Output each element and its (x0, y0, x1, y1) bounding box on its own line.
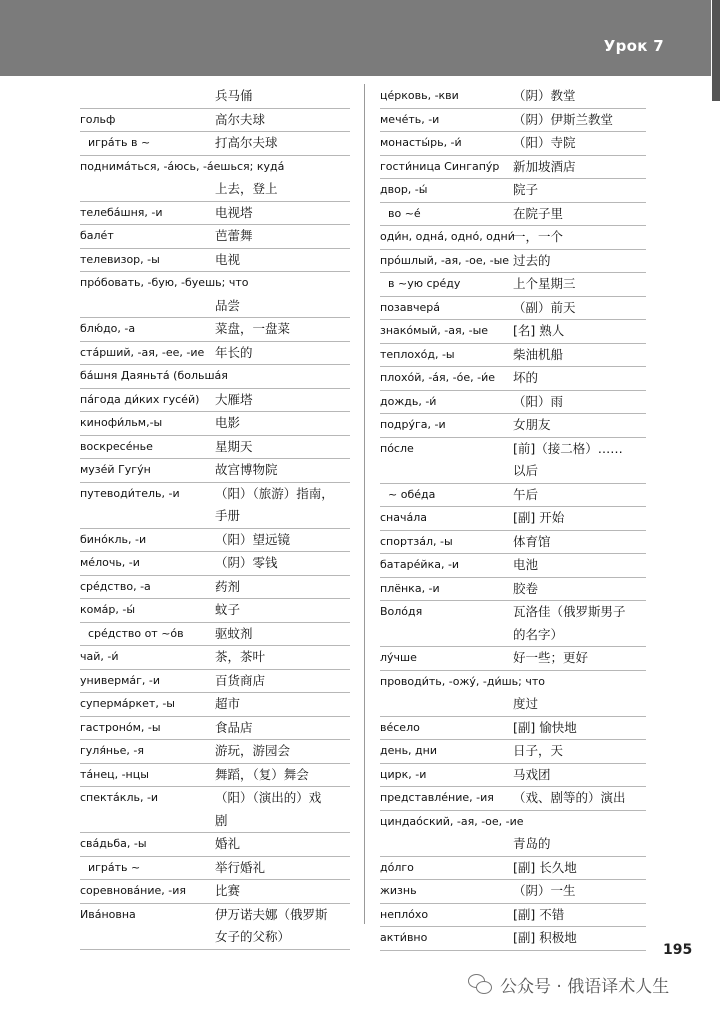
vocab-entry (380, 250, 646, 274)
russian-word: циндаóский, -ая, -ое, -ие (380, 814, 524, 828)
vocab-entry (80, 880, 350, 904)
chinese-meaning-line: （阳）望远镜 (215, 531, 291, 547)
vocabulary-column-left (80, 85, 350, 950)
vocab-entry (380, 179, 646, 203)
chinese-meaning-line: [副] 愉快地 (513, 719, 577, 735)
vocab-entry (80, 365, 350, 389)
chinese-meaning-line: 超市 (215, 696, 241, 711)
vocab-entry (380, 764, 646, 788)
russian-word: комáр, -ы́ (80, 603, 136, 616)
vocab-entry (380, 554, 646, 578)
chinese-meaning-line: 年长的 (215, 344, 253, 360)
chinese-meaning-line: 上去，登上 (215, 181, 278, 196)
russian-word: Ивáновна (80, 907, 136, 921)
vocab-entry (80, 599, 350, 623)
chinese-meaning-line: 电视 (215, 251, 241, 267)
chinese-meaning-line: （阳）（演出的）戏 (215, 790, 322, 805)
chinese-meaning-line: （阳）（旅游）指南， (215, 485, 334, 501)
russian-word: соревновáние, -ия (80, 884, 186, 897)
russian-word: игрáть в ~ (88, 136, 151, 149)
russian-word: прóбовать, -бую, -буешь; что (80, 276, 249, 289)
vocab-entry (80, 412, 350, 436)
vocab-entry (80, 904, 350, 950)
vocab-entry (380, 156, 646, 180)
vocab-entry (380, 904, 646, 928)
chinese-meaning-line: 胶卷 (513, 580, 539, 596)
chinese-meaning-line: （戏、剧等的）演出 (513, 790, 626, 805)
vocab-entry (80, 646, 350, 670)
vocab-entry (380, 226, 646, 250)
chinese-meaning-line: 星期天 (215, 438, 253, 454)
chinese-meaning-line: [副] 积极地 (513, 930, 577, 945)
chinese-meaning-line: 院子 (513, 182, 539, 197)
vocabulary-column-right (380, 85, 646, 951)
vocab-entry (80, 833, 350, 857)
vocab-entry (380, 320, 646, 344)
russian-word: путеводи́тель, -и (80, 486, 180, 500)
chinese-meaning-line: 瓦洛佳（俄罗斯男子 (513, 604, 626, 619)
russian-word: в ~ую срéду (388, 277, 461, 290)
vocab-entry (80, 459, 350, 483)
chinese-meaning-line: 大雁塔 (215, 391, 253, 407)
chinese-meaning-line: 坏的 (513, 370, 539, 385)
chinese-meaning-line: 好一些；更好 (513, 650, 589, 665)
vocab-entry (80, 740, 350, 764)
vocab-entry (80, 249, 350, 273)
chinese-meaning-line: 芭蕾舞 (215, 228, 253, 243)
russian-word: пóсле (380, 441, 414, 455)
russian-word: стáрший, -ая, -ее, -ие (80, 345, 205, 359)
vocab-entry (80, 623, 350, 647)
chinese-meaning-line: 电视塔 (215, 204, 253, 220)
vocab-entry (80, 670, 350, 694)
chinese-meaning-line: 电池 (513, 557, 539, 572)
chinese-meaning-line: 青岛的 (513, 836, 551, 851)
vocab-entry (380, 740, 646, 764)
vocab-entry (80, 717, 350, 741)
chinese-meaning-line: （阴）教堂 (513, 88, 576, 103)
chinese-meaning-line: 女朋友 (513, 417, 551, 432)
vocab-entry (380, 531, 646, 555)
russian-word: срéдство от ~óв (88, 626, 184, 640)
vocab-entry (80, 225, 350, 249)
chinese-meaning-line: 食品店 (215, 719, 253, 735)
vocab-entry (80, 318, 350, 342)
russian-word: дождь, -и́ (380, 394, 437, 408)
chinese-meaning-line: 蚊子 (215, 602, 241, 617)
russian-word: знакóмый, -ая, -ые (380, 324, 489, 337)
chinese-meaning-line: 马戏团 (513, 766, 551, 782)
chinese-meaning (80, 85, 350, 108)
chinese-meaning-line: 故宫博物院 (215, 462, 278, 477)
vocab-entry (80, 693, 350, 717)
vocab-entry (80, 787, 350, 833)
vocab-entry (380, 857, 646, 881)
chinese-meaning-line: 比赛 (215, 883, 241, 898)
vocab-entry (380, 438, 646, 484)
vocab-entry (80, 272, 350, 318)
chinese-meaning-line: [副] 开始 (513, 510, 565, 525)
chinese-meaning (80, 109, 350, 132)
russian-word: спектáкль, -и (80, 791, 159, 804)
chinese-meaning-line: （阴）零钱 (215, 555, 278, 570)
chinese-meaning-line: 打高尔夫球 (215, 135, 278, 150)
chinese-meaning-line: [副] 长久地 (513, 859, 577, 875)
chinese-meaning (380, 438, 646, 483)
chinese-meaning-line: 游玩，游园会 (215, 743, 291, 758)
chinese-meaning-line: 茶，茶叶 (215, 649, 266, 664)
column-divider (364, 84, 365, 924)
vocab-entry (380, 484, 646, 508)
vocab-entry (80, 764, 350, 788)
chinese-meaning-line: [前]（接二格）…… (513, 440, 623, 456)
vocab-entry (80, 109, 350, 133)
vocab-entry (80, 342, 350, 366)
chinese-meaning-line: （阴）一生 (513, 883, 576, 898)
russian-word: гольф (80, 112, 116, 126)
russian-word: игрáть ~ (88, 860, 141, 874)
russian-word: прóшлый, -ая, -ое, -ые (380, 253, 510, 267)
vocab-entry (380, 927, 646, 951)
chinese-meaning-line: （阳）寺院 (513, 135, 576, 150)
chinese-meaning-line: 度过 (513, 696, 539, 711)
russian-word: блю́до, -а (80, 322, 136, 335)
russian-word: цéрковь, -кви (380, 89, 459, 102)
russian-word: чай, -и́ (80, 650, 119, 663)
vocab-entry (380, 367, 646, 391)
russian-word: телебáшня, -и (80, 205, 163, 219)
chinese-meaning-line (215, 365, 350, 388)
vocab-entry (380, 647, 646, 671)
russian-word: двор, -ы́ (380, 183, 428, 196)
vocab-entry (380, 671, 646, 717)
russian-word: спортзáл, -ы (380, 534, 453, 548)
vocab-entry (380, 601, 646, 647)
vocab-entry (80, 132, 350, 156)
vocab-entry (80, 529, 350, 553)
russian-word: лу́чше (380, 651, 417, 664)
vocab-entry (380, 811, 646, 857)
russian-word: акти́вно (380, 931, 428, 944)
wechat-icon (468, 974, 492, 996)
vocab-entry (80, 552, 350, 576)
russian-word: во ~é (388, 206, 421, 220)
chinese-meaning-line: 女子的父称） (215, 929, 291, 944)
russian-word: кинофи́льм,-ы (80, 416, 163, 429)
chinese-meaning-line: （阳）雨 (513, 393, 564, 409)
chinese-meaning-line: 体育馆 (513, 533, 551, 549)
russian-word: день, дни (380, 744, 437, 757)
russian-word: представлéние, -ия (380, 791, 494, 804)
vocab-entry (380, 507, 646, 531)
russian-word: проводи́ть, -ожу́, -ди́шь; что (380, 674, 545, 688)
russian-word: цирк, -и (380, 767, 427, 781)
chinese-meaning-line: 举行婚礼 (215, 859, 266, 875)
russian-word: универмáг, -и (80, 673, 161, 687)
russian-word: плохóй, -áя, -óе, -и́е (380, 371, 496, 384)
chinese-meaning (380, 857, 646, 880)
russian-word: телевизор, -ы (80, 252, 160, 266)
chinese-meaning-line: 日子，天 (513, 743, 564, 758)
chinese-meaning-line: 柴油机船 (513, 346, 564, 362)
chinese-meaning-line: 的名字） (513, 626, 564, 642)
vocab-entry (380, 297, 646, 321)
vocab-entry (80, 436, 350, 460)
chinese-meaning-line: [副] 不错 (513, 906, 565, 922)
chinese-meaning (80, 225, 350, 248)
chinese-meaning-line: 午后 (513, 486, 539, 502)
vocab-entry (380, 787, 646, 811)
vocab-entry (380, 578, 646, 602)
chinese-meaning-line: （副）前天 (513, 299, 576, 315)
vocab-entry (380, 109, 646, 133)
chinese-meaning-line: 菜盘，一盘菜 (215, 321, 291, 336)
vocab-entry (380, 414, 646, 438)
russian-word: мечéть, -и (380, 112, 440, 126)
vocab-entry (380, 391, 646, 415)
vocab-entry (80, 85, 350, 109)
russian-word: плёнка, -и (380, 581, 440, 595)
chinese-meaning-line: 在院子里 (513, 205, 564, 221)
vocab-entry (380, 273, 646, 297)
vocab-entry (80, 389, 350, 413)
russian-word: тáнец, -нцы (80, 767, 149, 781)
chinese-meaning-line: 上个星期三 (513, 276, 576, 291)
russian-word: воскресéнье (80, 439, 153, 453)
chinese-meaning-line: 手册 (215, 508, 241, 523)
russian-word: монасты́рь, -и́ (380, 136, 462, 149)
vocab-entry (380, 880, 646, 904)
russian-word: неплóхо (380, 907, 429, 921)
russian-word: балéт (80, 229, 114, 242)
vocab-entry (80, 576, 350, 600)
chinese-meaning (380, 880, 646, 903)
russian-word: Волóдя (380, 605, 423, 618)
russian-word: бинóкль, -и (80, 532, 147, 546)
watermark-text: 公众号 · 俄语译术人生 (500, 977, 670, 997)
russian-word: оди́н, однá, однó, одни́ (380, 230, 515, 243)
vocab-entry (380, 85, 646, 109)
page-edge-tab (712, 0, 720, 101)
chinese-meaning-line: 高尔夫球 (215, 111, 266, 127)
chinese-meaning-line: 百货商店 (215, 672, 266, 688)
chinese-meaning-line: 以后 (513, 463, 539, 478)
russian-word: сначáла (380, 511, 427, 524)
chinese-meaning-line: 电影 (215, 415, 241, 430)
chinese-meaning (380, 647, 646, 670)
russian-word: теплохóд, -ы (380, 347, 455, 361)
watermark (468, 972, 669, 997)
chinese-meaning-line: 过去的 (513, 252, 551, 268)
russian-word: супермáркет, -ы (80, 697, 175, 710)
vocab-entry (80, 202, 350, 226)
vocab-entry (80, 857, 350, 881)
vocab-entry (380, 132, 646, 156)
vocab-entry (80, 156, 350, 202)
russian-word: позавчерá (380, 300, 440, 314)
russian-word: гости́ница Сингапу́р (380, 159, 500, 173)
chinese-meaning-line: [名] 熟人 (513, 323, 565, 338)
russian-word: гастронóм, -ы (80, 720, 161, 734)
russian-word: дóлго (380, 860, 414, 874)
russian-word: жизнь (380, 884, 417, 897)
chinese-meaning-line: （阴）伊斯兰教堂 (513, 111, 614, 127)
russian-word: свáдьба, -ы (80, 837, 147, 850)
chinese-meaning-line: 品尝 (215, 297, 241, 313)
lesson-title: Урок 7 (603, 37, 664, 55)
page-number: 195 (663, 942, 693, 958)
russian-word: пáгода ди́ких гусéй) (80, 392, 200, 406)
vocab-entry (80, 483, 350, 529)
russian-word: батарéйка, -и (380, 558, 460, 571)
vocab-entry (380, 717, 646, 741)
chinese-meaning (80, 646, 350, 669)
chinese-meaning-line: 一，一个 (513, 229, 564, 244)
russian-word: музéй Гугу́н (80, 463, 151, 476)
chinese-meaning-line: 婚礼 (215, 836, 241, 851)
russian-word: ~ обéда (388, 487, 436, 501)
chinese-meaning-line: 伊万诺夫娜（俄罗斯 (215, 906, 328, 922)
chinese-meaning-line: 药剂 (215, 578, 241, 594)
page-header (0, 0, 711, 76)
russian-word: мéлочь, -и (80, 556, 140, 569)
chinese-meaning-line: 剧 (215, 812, 228, 828)
chinese-meaning-line: 舞蹈，（复）舞会 (215, 766, 309, 782)
russian-word: срéдство, -а (80, 579, 151, 593)
chinese-meaning-line: 驱蚊剂 (215, 625, 253, 641)
russian-word: подру́га, -и (380, 418, 446, 431)
russian-word: бáшня Даяньтá (большáя (80, 369, 228, 382)
russian-word: вéсело (380, 720, 420, 734)
russian-word: поднимáться, -áюсь, -áешься; кудá (80, 159, 285, 173)
chinese-meaning-line: 兵马俑 (215, 88, 253, 103)
russian-word: гуля́нье, -я (80, 744, 144, 757)
chinese-meaning-line: 新加坡酒店 (513, 158, 576, 174)
vocab-entry (380, 344, 646, 368)
vocab-entry (380, 203, 646, 227)
